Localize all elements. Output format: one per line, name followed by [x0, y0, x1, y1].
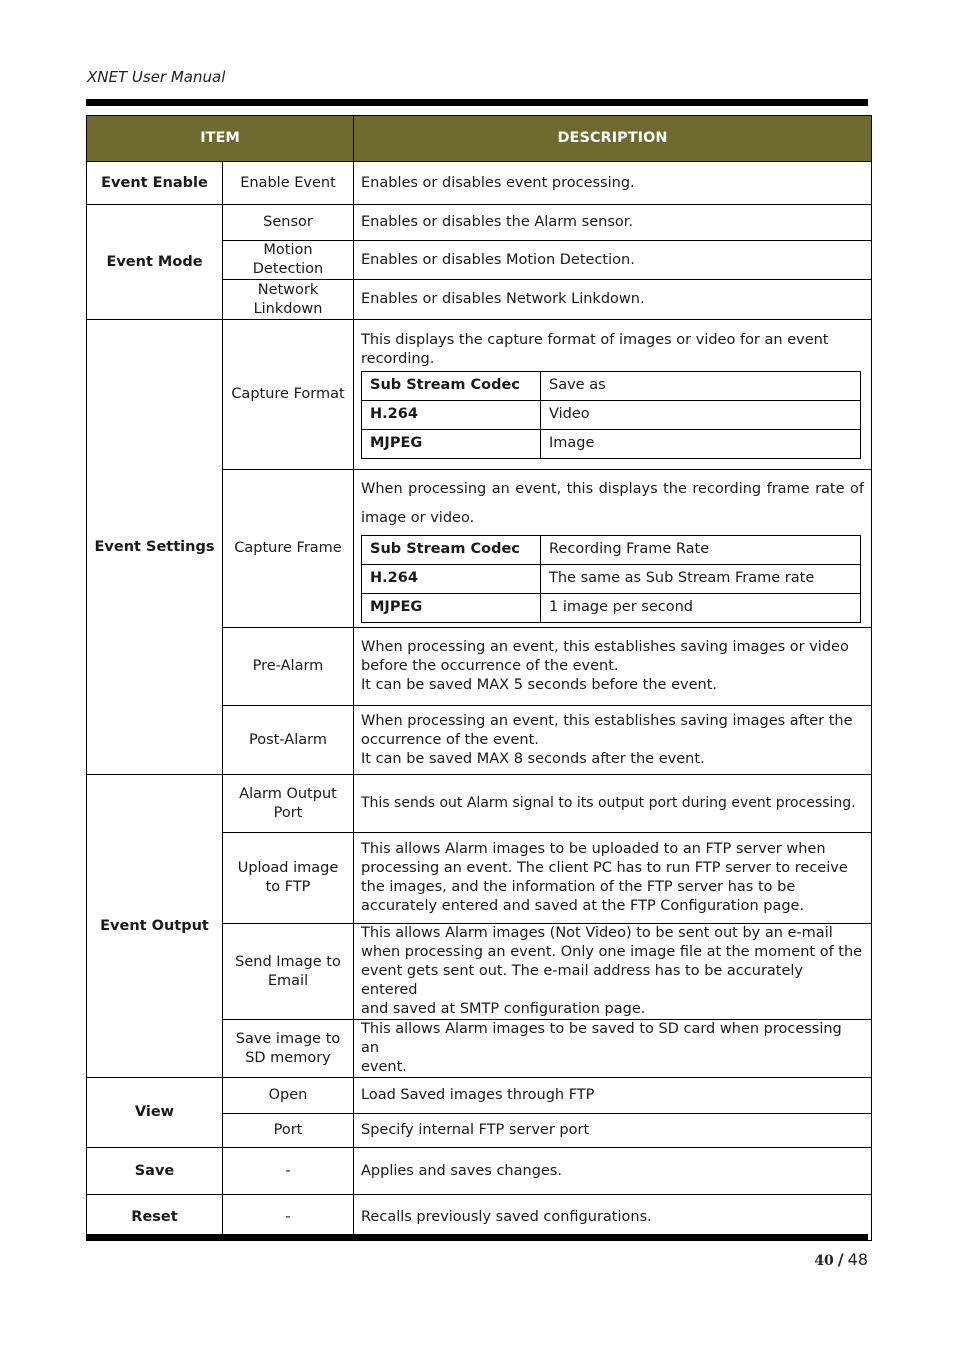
row-sub-label: - [223, 1195, 354, 1241]
row-description: This allows Alarm images (Not Video) to be sent out by an e-mail when processing an event. Only one image file at the moment of the event gets sent out. The e-mail address has to be accurately entered and saved at SMTP configuration page. [354, 924, 872, 1020]
row-sub-label: Save image to SD memory [223, 1020, 354, 1078]
inner-value: 1 image per second [541, 593, 861, 622]
row-sub-label: Capture Format [223, 320, 354, 470]
row-item-label: Event Enable [87, 162, 223, 205]
capture-frame-intro: When processing an event, this displays the recording frame rate of image or video. [361, 480, 864, 526]
inner-value: Recording Frame Rate [541, 535, 861, 564]
row-description: Enables or disables Motion Detection. [354, 241, 872, 280]
inner-value: Image [541, 429, 861, 458]
header-description: DESCRIPTION [354, 116, 872, 162]
row-sub-label: Send Image to Email [223, 924, 354, 1020]
row-sub-label: Enable Event [223, 162, 354, 205]
row-sub-label: Upload image to FTP [223, 833, 354, 924]
row-sub-label: Post-Alarm [223, 706, 354, 775]
inner-key: Sub Stream Codec [362, 535, 541, 564]
inner-key: H.264 [362, 400, 541, 429]
page-number [814, 1250, 868, 1269]
row-description: Recalls previously saved configurations. [354, 1195, 872, 1241]
header-item: ITEM [87, 116, 354, 162]
row-item-label: Event Mode [87, 205, 223, 320]
row-sub-label: - [223, 1148, 354, 1195]
row-description: When processing an event, this establishes saving images after the occurrence of the event. It can be saved MAX 8 seconds after the event. [354, 706, 872, 775]
inner-table-row [362, 535, 861, 564]
inner-table-row [362, 429, 861, 458]
row-description: Enables or disables Network Linkdown. [354, 280, 872, 320]
row-description: Load Saved images through FTP [354, 1078, 872, 1114]
row-description: This allows Alarm images to be uploaded to an FTP server when processing an event. The client PC has to run FTP server to receive the images, and the information of the FTP server has to be accurately entered and saved at the FTP Configuration page. [354, 833, 872, 924]
row-description: Applies and saves changes. [354, 1148, 872, 1195]
row-item-label: Save [87, 1148, 223, 1195]
table-row [87, 775, 872, 833]
table-row [87, 162, 872, 205]
table-row [87, 1078, 872, 1114]
current-page: 40 [814, 1253, 834, 1269]
document-header-title: XNET User Manual [87, 68, 226, 86]
capture-format-table [361, 371, 861, 459]
row-description: Specify internal FTP server port [354, 1114, 872, 1148]
footer-rule [86, 1234, 868, 1241]
row-sub-label: Motion Detection [223, 241, 354, 280]
table-header-row [87, 116, 872, 162]
row-item-label: Event Settings [87, 320, 223, 775]
row-description [354, 470, 872, 628]
inner-table-row [362, 564, 861, 593]
row-sub-label: Port [223, 1114, 354, 1148]
row-sub-label: Open [223, 1078, 354, 1114]
table-row [87, 1148, 872, 1195]
row-item-label: Reset [87, 1195, 223, 1241]
row-sub-label: Network Linkdown [223, 280, 354, 320]
inner-key: Sub Stream Codec [362, 371, 541, 400]
inner-key: MJPEG [362, 429, 541, 458]
row-description: Enables or disables the Alarm sensor. [354, 205, 872, 241]
inner-key: MJPEG [362, 593, 541, 622]
inner-table-row [362, 593, 861, 622]
row-sub-label: Pre-Alarm [223, 628, 354, 706]
row-description: When processing an event, this establishes saving images or video before the occurrence of the event. It can be saved MAX 5 seconds before the event. [354, 628, 872, 706]
row-description: Enables or disables event processing. [354, 162, 872, 205]
table-row [87, 205, 872, 241]
capture-frame-table [361, 535, 861, 623]
capture-format-intro: This displays the capture format of images or video for an event recording. [361, 331, 829, 367]
row-item-label: Event Output [87, 775, 223, 1078]
settings-table [86, 115, 872, 1241]
row-sub-label: Capture Frame [223, 470, 354, 628]
total-pages: 48 [847, 1250, 868, 1269]
inner-table-row [362, 400, 861, 429]
row-description: This sends out Alarm signal to its output port during event processing. [354, 775, 872, 833]
row-description [354, 320, 872, 470]
row-item-label: View [87, 1078, 223, 1148]
table-row [87, 320, 872, 470]
row-sub-label: Sensor [223, 205, 354, 241]
header-rule [86, 99, 868, 106]
inner-key: H.264 [362, 564, 541, 593]
inner-table-row [362, 371, 861, 400]
row-sub-label: Alarm Output Port [223, 775, 354, 833]
page-separator: / [837, 1250, 844, 1269]
inner-value: The same as Sub Stream Frame rate [541, 564, 861, 593]
inner-value: Save as [541, 371, 861, 400]
inner-value: Video [541, 400, 861, 429]
row-description: This allows Alarm images to be saved to SD card when processing an event. [354, 1020, 872, 1078]
